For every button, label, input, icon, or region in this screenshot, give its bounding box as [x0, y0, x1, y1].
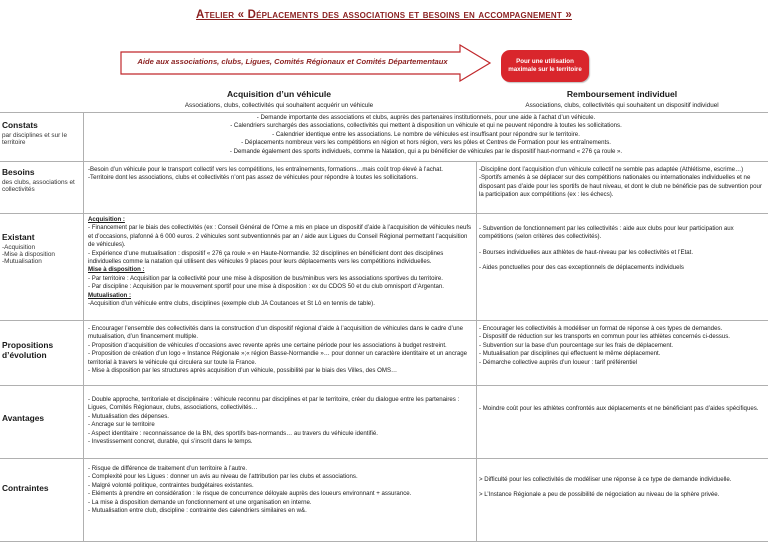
- existant-line: - Bourses individuelles aux athlètes de haut-niveau par les collectivités et l’Etat.: [479, 248, 694, 256]
- propositions-line: - Encourager les collectivités à modéliser un format de réponse à ces types de demandes.: [479, 325, 723, 332]
- avantages-line: - Aspect identitaire : reconnaissance de la BN, des sportifs bas-normands… au travers du véhicule identifié.: [88, 429, 378, 437]
- contraintes-line: - La mise à disposition demande un fonctionnement et une organisation en interne.: [88, 498, 312, 506]
- page-title: Atelier « Déplacements des associations et besoins en accompagnement »: [196, 9, 572, 21]
- column-title-left: Acquisition d’un véhicule: [226, 89, 332, 99]
- contraintes-line: - Malgré volonté politique, contraintes budgétaires existantes.: [88, 481, 254, 489]
- contraintes-line: > L’Instance Régionale a peu de possibilité de négociation au niveau de la sphère privée.: [479, 491, 720, 499]
- row-subtitle: par disciplines et sur le territoire: [2, 132, 68, 146]
- avantages-line: - Mutualisation des dépenses.: [88, 412, 169, 420]
- contraintes-line: - Complexité pour les Ligues : donner un avis au niveau de l’attribution par les clubs et associations.: [88, 473, 358, 481]
- row-label-existant: [2, 232, 82, 265]
- contraintes-right: [479, 476, 765, 500]
- constats-line: - Calendriers surchargés des associations, collectivités qui mettent à disposition un véhicule et qui ne peuvent répondre à toutes les sollicitations.: [230, 122, 622, 130]
- divider: [0, 385, 768, 386]
- column-title-right: Remboursement individuel: [566, 89, 678, 99]
- propositions-line: - Dispositif de réduction sur les transports en commun pour les athlètes concernés ci-dessus.: [479, 333, 730, 341]
- row-label-besoins: [2, 167, 82, 193]
- divider: [0, 320, 768, 321]
- avantages-line: - Double approche, territoriale et disciplinaire : véhicule reconnu par disciplines et par le territoire, créer du dialogue entre les partenaires : Ligues, Comités Régionaux, clubs, associations, collectivités…: [88, 396, 460, 412]
- contraintes-line: > Difficulté pour les collectivités de modéliser une réponse à ce type de demande individuelle.: [479, 476, 732, 483]
- avantages-right: [479, 405, 765, 413]
- propositions-line: - Subvention sur la base d’un pourcentage sur les frais de déplacement.: [479, 341, 674, 349]
- column-header-right: [477, 89, 767, 111]
- row-title: Existant: [2, 232, 35, 242]
- row-title: Contraintes: [2, 483, 49, 493]
- divider: [0, 112, 768, 113]
- existant-left: [88, 216, 474, 308]
- divider: [0, 161, 768, 162]
- divider: [0, 458, 768, 459]
- existant-line: - Aides ponctuelles pour des cas exceptionnels de déplacements individuels: [479, 264, 684, 272]
- propositions-line: - Proposition d’acquisition de véhicules d’occasions avec revente après une certaine période pour les associations à budget restreint.: [88, 341, 447, 349]
- bubble-line-2: maximale sur le territoire: [508, 66, 582, 73]
- row-title: Besoins: [2, 167, 35, 177]
- banner-arrow-text: Aide aux associations, clubs, Ligues, Comités Régionaux et Comités Départementaux: [137, 57, 448, 66]
- row-subtitle: -Mise à disposition: [2, 251, 55, 258]
- row-title: Propositions d’évolution: [2, 340, 54, 360]
- existant-heading: Mutualisation :: [88, 291, 131, 299]
- constats-line: - Calendrier identique entre les associations. Le nombre de véhicules est insuffisant pour répondre sur le territoire.: [272, 130, 580, 138]
- row-label-contraintes: [2, 483, 82, 495]
- besoins-line: -Sportifs amenés à se déplacer sur des compétitions nationales ou internationales individuelles et ne disposant pas d’aide pour les sportifs de haut niveau, et dont le club ne bénéficie pas de subvention pour la participation aux compétitions (ex : les échecs).: [479, 174, 762, 199]
- avantages-line: - Investissement concret, durable, qui s’inscrit dans le temps.: [88, 438, 253, 446]
- existant-heading: Acquisition :: [88, 216, 125, 223]
- column-divider: [83, 112, 84, 541]
- besoins-line: -Discipline dont l’acquisition d’un véhicule collectif ne semble pas adaptée (Athlétisme, escrime…): [479, 166, 744, 173]
- propositions-line: - Mutualisation par disciplines qui effectuent le même déplacement.: [479, 350, 661, 358]
- constats-content: [88, 114, 764, 156]
- existant-heading: Mise à disposition :: [88, 266, 145, 274]
- besoins-left: [88, 166, 474, 183]
- column-subtitle-left: Associations, clubs, collectivités qui souhaitent acquérir un véhicule: [184, 102, 374, 109]
- propositions-line: - Encourager l’ensemble des collectivités dans la construction d’un dispositif régional d’aide à l’acquisition de véhicules dans le cadre d’une mutualisation, d’un financement multiple.: [88, 325, 463, 341]
- row-label-avantages: [2, 413, 82, 425]
- row-title: Constats: [2, 120, 38, 130]
- existant-line: - Par territoire : Acquisition par la collectivité pour une mise à disposition de bus/minibus vers les associations sportives du territoire.: [88, 274, 443, 282]
- bubble-line-1: Pour une utilisation: [516, 57, 574, 65]
- divider: [0, 213, 768, 214]
- contraintes-line: - Mutualisation entre club, discipline : contrainte des calendriers similaires en w&.: [88, 507, 307, 515]
- constats-line: - Demande également des sports individuels, comme la Natation, qui a pu bénéficier de véhicules par le dispositif haut-normand « 276 ça roule ».: [229, 147, 623, 155]
- row-subtitle: -Mutualisation: [2, 258, 42, 265]
- propositions-line: - Démarche collective auprès d’un loueur : tarif préférentiel: [479, 358, 638, 366]
- existant-line: - Par discipline : Acquisition par le mouvement sportif pour une mise à disposition : ex du CDOS 50 et du club omnisport d’Argentan.: [88, 283, 444, 291]
- constats-line: - Demande importante des associations et clubs, auprès des partenaires institutionnels, pour une aide à l’achat d’un véhicule.: [256, 114, 596, 121]
- constats-line: - Déplacements nombreux vers les compétitions en région et hors région, vers les pôles et Centres de Formation pour les entraînements.: [241, 139, 611, 147]
- besoins-line: -Territoire dont les associations, clubs et collectivités n’ont pas assez de véhicules pour répondre à toutes les sollicitations.: [88, 174, 418, 182]
- avantages-left: [88, 396, 474, 446]
- existant-line: -Acquisition d’un véhicule entre clubs, disciplines (exemple club JA Coutances et St Lô en tennis de table).: [88, 300, 375, 308]
- row-subtitle: des clubs, associations et collectivités: [2, 179, 75, 193]
- banner-arrow: [120, 44, 492, 82]
- contraintes-line: - Risque de différence de traitement d’un territoire à l’autre.: [88, 465, 248, 472]
- divider: [0, 541, 768, 542]
- contraintes-left: [88, 465, 474, 515]
- avantages-line: - Ancrage sur le territoire: [88, 421, 155, 429]
- existant-line: - Subvention de fonctionnement par les collectivités : aide aux clubs pour leur participation aux compétitions (selon critères des collectivités).: [479, 225, 734, 241]
- existant-line: - Financement par le biais des collectivités (ex : Conseil Général de l’Orne a mis en place un dispositif d’aide à l’acquisition de véhicules neufs et d’occasions, plafonné à 6 000 euros. 2 véhicules sont subventionnés par an / aide aux Ligues du Conseil Régional permettant l’acquisition de véhicules).: [88, 224, 472, 249]
- column-subtitle-right: Associations, clubs, collectivités qui souhaitent un dispositif individuel: [525, 102, 719, 109]
- row-subtitle: -Acquisition: [2, 244, 36, 251]
- contraintes-line: - Eléments à prendre en considération : le risque de concurrence déloyale auprès des loueurs environnant + assurance.: [88, 490, 412, 498]
- row-title: Avantages: [2, 413, 45, 423]
- besoins-line: -Besoin d’un véhicule pour le transport collectif vers les compétitions, les entraînements, formations…mais coût trop élevé à l’achat.: [88, 166, 443, 173]
- propositions-line: - Proposition de création d’un logo « Instance Régionale »;« région Basse-Normandie »… pour donner un caractère identitaire et un ancrage territorial à travers le véhicule qui circulera sur toute la France.: [88, 350, 468, 366]
- propositions-line: - Mise à disposition par les structures après acquisition d’un véhicule, possibilité par le biais des Villes, des OMS…: [88, 367, 398, 375]
- row-label-propositions: [2, 340, 82, 362]
- besoins-right: [479, 166, 765, 200]
- avantages-line: - Moindre coût pour les athlètes confrontés aux déplacements et ne bénéficiant pas d’aides spécifiques.: [479, 405, 759, 412]
- existant-right: [479, 225, 765, 273]
- propositions-left: [88, 325, 474, 375]
- existant-line: - Expérience d’une mutualisation : dispositif « 276 ça roule » en Haute-Normandie. 32 disciplines en bénéficient dont des disciplines individuelles comme la natation qui utilisent des véhicules 9 places pour leurs déplacements vers les compétitions individuelles.: [88, 249, 444, 266]
- column-header-left: [85, 89, 473, 111]
- row-label-constats: [2, 120, 82, 146]
- column-divider: [476, 161, 477, 541]
- propositions-right: [479, 325, 765, 367]
- usage-bubble: [501, 50, 589, 82]
